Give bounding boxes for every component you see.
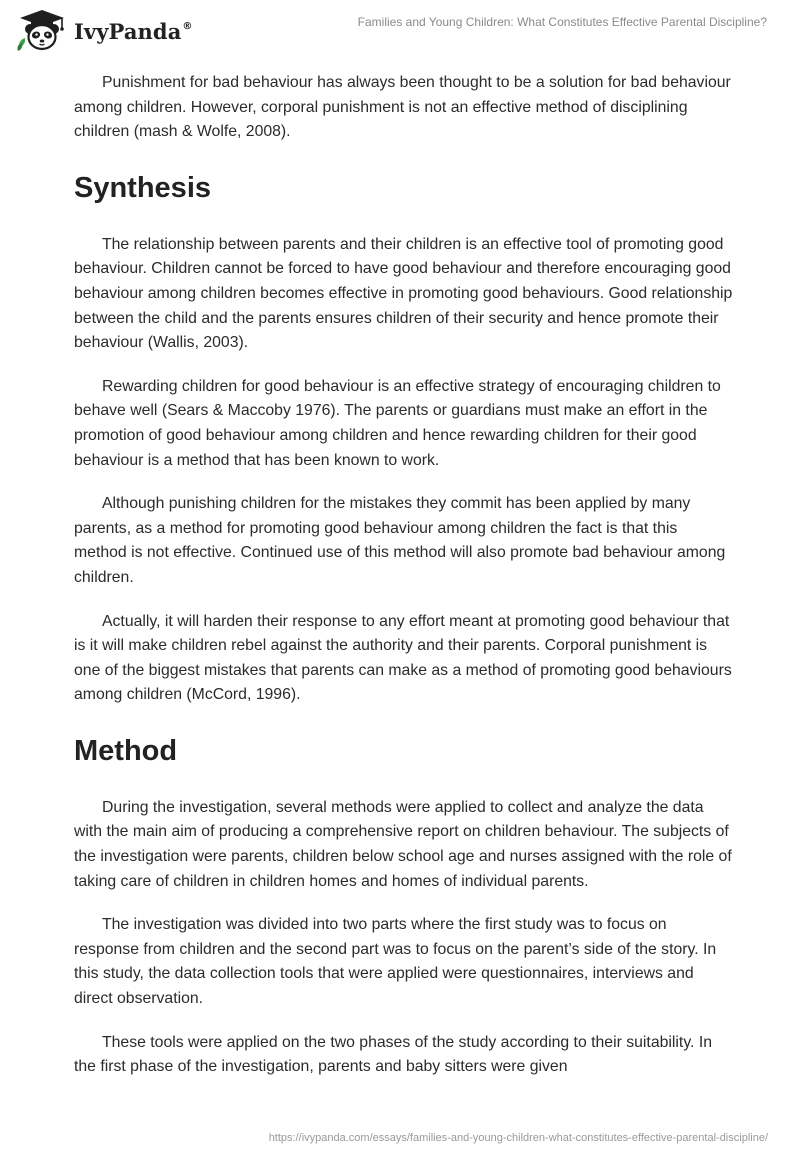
method-paragraph: These tools were applied on the two phases of the study according to their suitability. In the first phase of the investigation, parents and baby sitters were given <box>74 1033 712 1076</box>
synthesis-paragraph: The relationship between parents and their children is an effective tool of promoting good behaviour. Children cannot be forced to have good behaviour and therefore encouraging good behaviour among children becomes effective in promoting good behaviours. Good relationship between the child and the parents ensures children of their security and hence promote their behaviour (Wallis, 2003). <box>74 235 733 352</box>
essay-body <box>74 71 734 1099</box>
brand-name: IvyPanda® <box>74 18 193 44</box>
registered-mark: ® <box>182 20 193 32</box>
method-paragraph: The investigation was divided into two parts where the first study was to focus on response from children and the second part was to focus on the parent’s side of the story. In this study, the data collection tools that were applied were questionnaires, interviews and direct observation. <box>74 916 717 1008</box>
intro-paragraph: Punishment for bad behaviour has always been thought to be a solution for bad behaviour among children. However, corporal punishment is not an effective method of disciplining children (mash & Wolfe, 2008). <box>74 74 731 141</box>
synthesis-paragraph: Rewarding children for good behaviour is an effective strategy of encouraging children to behave well (Sears & Maccoby 1976). The parents or guardians must make an effort in the promotion of good behaviour among children and hence rewarding children for their good behaviour is a method that has been known to work. <box>74 377 721 469</box>
ivypanda-logo[interactable] <box>14 8 193 52</box>
method-paragraph: During the investigation, several methods were applied to collect and analyze the data with the main aim of producing a comprehensive report on children behaviour. The subjects of the investigation were parents, children below school age and nurses assigned with the role of taking care of children in children homes and homes of individual parents. <box>74 798 732 890</box>
document-title: Families and Young Children: What Constitutes Effective Parental Discipline? <box>357 15 767 29</box>
synthesis-paragraph: Actually, it will harden their response to any effort meant at promoting good behaviour that is it will make children rebel against the authority and their parents. Corporal punishment is one of the biggest mistakes that parents can make as a method of promoting good behaviours among children (McCord, 1996). <box>74 612 732 704</box>
section-heading-method: Method <box>74 734 178 767</box>
section-heading-synthesis: Synthesis <box>74 171 211 204</box>
source-url-link[interactable]: https://ivypanda.com/essays/families-and-young-children-what-constitutes-effective-parental-discipline/ <box>268 1132 768 1144</box>
panda-graduate-icon <box>14 8 70 52</box>
synthesis-paragraph: Although punishing children for the mistakes they commit has been applied by many parents, as a method for promoting good behaviour among children the fact is that this method is not effective. Continued use of this method will also promote bad behaviour among children. <box>74 495 726 586</box>
page-header <box>0 0 800 60</box>
